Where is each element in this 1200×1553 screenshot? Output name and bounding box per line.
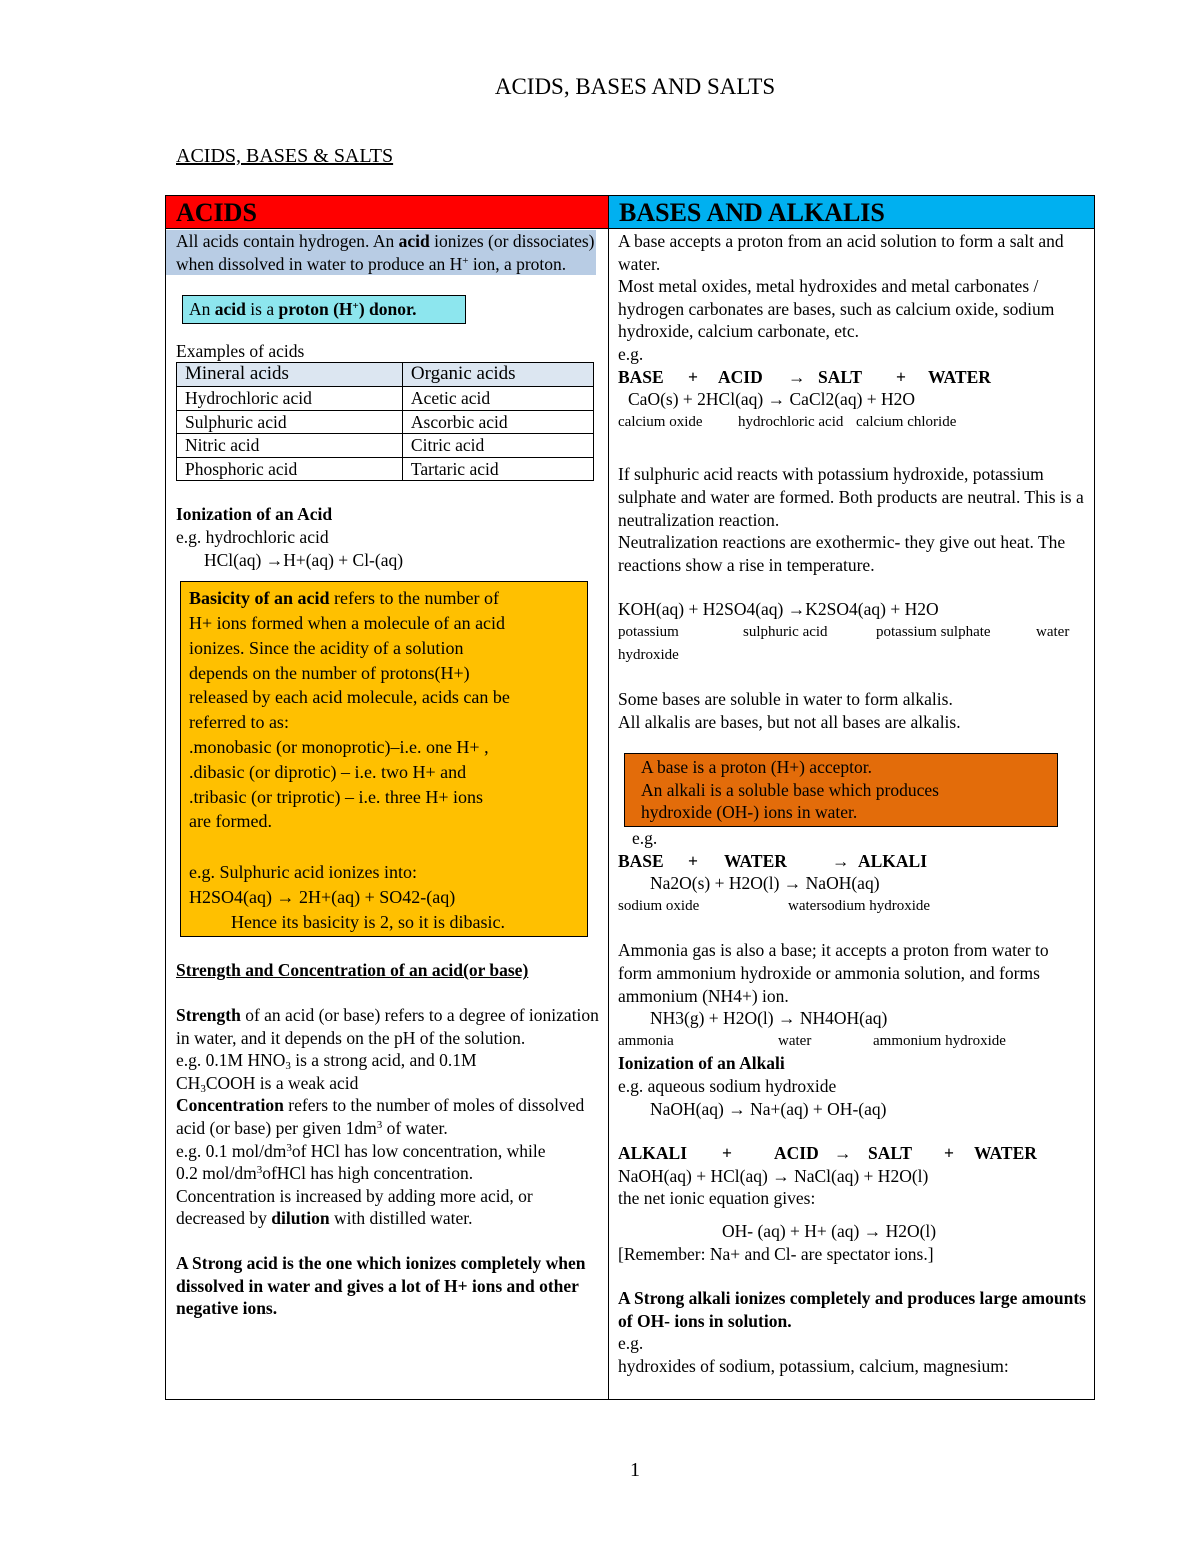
equation-ammonia: NH3(g) + H2O(l) → NH4OH(aq)	[650, 1008, 888, 1029]
table-cell: Nitric acid	[177, 434, 403, 458]
equation-koh-h2so4: KOH(aq) + H2SO4(aq) →K2SO4(aq) + H2O	[618, 599, 939, 620]
word-equation-base-water: BASE + WATER → ALKALI	[618, 850, 928, 871]
acid-examples-table	[176, 362, 594, 481]
strong-alkali-definition: A Strong alkali ionizes completely and produces large amounts of OH- ions in solution.	[618, 1288, 1086, 1331]
table-cell: Sulphuric acid	[177, 410, 403, 434]
concentration-definition: Concentration refers to the number of moles of dissolved acid (or base) per given $1dm^3$ of water.	[176, 1095, 585, 1139]
neutralization-text: If sulphuric acid reacts with potassium hydroxide, potassium sulphate and water are formed. Both products are neutral. This is a neutralization reaction.	[618, 464, 1084, 530]
ammonia-text: Ammonia gas is also a base; it accepts a proton from water to form ammonium hydroxide or ammonia solution, and forms ammonium (NH4+) ion.	[618, 940, 1049, 1006]
notes-table	[165, 195, 1095, 1400]
acids-intro: All acids contain hydrogen. An acid ionizes (or dissociates) when dissolved in water to produce an H+ ion, a proton.	[166, 230, 596, 275]
equation-cao-hcl: CaO(s) + 2HCl(aq) → CaCl2(aq) + H2O	[628, 389, 916, 410]
equation-names: calcium oxide hydrochloric acid calcium chloride	[618, 413, 957, 430]
page-number: 1	[630, 1459, 640, 1481]
table-cell: Tartaric acid	[402, 457, 593, 481]
net-ionic-label: the net ionic equation gives:	[618, 1188, 816, 1209]
strong-alkali-examples: hydroxides of sodium, potassium, calcium, magnesium:	[618, 1355, 1009, 1376]
spectator-ions-note: [Remember: Na+ and Cl- are spectator ions.]	[618, 1243, 934, 1264]
table-row	[177, 457, 594, 481]
table-cell: Phosphoric acid	[177, 457, 403, 481]
acids-header: ACIDS	[166, 196, 608, 229]
equation-naoh-ionization: NaOH(aq) → Na+(aq) + OH-(aq)	[650, 1098, 887, 1119]
strength-heading: Strength and Concentration of an acid(or base)	[176, 960, 529, 981]
table-row	[177, 386, 594, 410]
soluble-bases-text: Some bases are soluble in water to form alkalis.	[618, 689, 953, 710]
bases-column	[618, 230, 1086, 1378]
acid-ionization-heading: Ionization of an Acid	[176, 504, 333, 525]
base-alkali-definition-box: A base is a proton (H+) acceptor. An alkali is a soluble base which produces hydroxide (OH-) ions in water.	[624, 753, 1058, 827]
acid-ionization-equation: HCl(aq) →H+(aq) + Cl-(aq)	[204, 549, 404, 570]
alkali-ionization-heading: Ionization of an Alkali	[618, 1053, 785, 1074]
table-header-cell: Organic acids	[402, 363, 593, 387]
alkalis-bases-text: All alkalis are bases, but not all bases are alkalis.	[618, 711, 961, 732]
equation-naoh-hcl: NaOH(aq) + HCl(aq) → NaCl(aq) + H2O(l)	[618, 1165, 929, 1186]
equation-names: ammonia water ammonium hydroxide	[618, 1032, 1006, 1049]
equation-net-ionic: OH- (aq) + H+ (aq) → H2O(l)	[722, 1220, 937, 1241]
examples-label: Examples of acids	[176, 340, 305, 361]
bases-header: BASES AND ALKALIS	[609, 196, 1094, 229]
equation-names: potassium hydroxide sulphuric acid potassium sulphate water	[618, 623, 1070, 663]
equation-na2o-water: Na2O(s) + H2O(l) → NaOH(aq)	[650, 873, 880, 894]
acids-column	[176, 230, 600, 1320]
table-cell: Ascorbic acid	[402, 410, 593, 434]
eg-label: e.g.	[618, 343, 644, 364]
equation-names: sodium oxide water sodium hydroxide	[618, 897, 931, 914]
strong-acid-definition: A Strong acid is the one which ionizes completely when dissolved in water and gives a lot of H+ ions and other negative ions.	[176, 1253, 586, 1319]
exothermic-text: Neutralization reactions are exothermic- they give out heat. The reactions show a rise in temperature.	[618, 532, 1066, 575]
page-title: ACIDS, BASES AND SALTS	[494, 74, 776, 99]
section-subtitle: ACIDS, BASES & SALTS	[176, 145, 394, 167]
basicity-box: Basicity of an acid refers to the number of H+ ions formed when a molecule of an acid ionizes. Since the acidity of a solution depends on the number of protons(H+) released by each acid molecule, acids can be referred to as: .monobasic (or monoprotic)–i.e. one H+ , .dibasic (or diprotic) – i.e. two H+ and .tribasic (or triprotic) – i.e. three H+ ions are formed. e.g. Sulphuric acid ionizes into: H2SO4(aq) → 2H+(aq) + SO42-(aq) Hence its basicity is 2, so it is dibasic.	[180, 581, 588, 937]
eg-label: e.g.	[618, 1333, 644, 1354]
strength-example: e.g. 0.1M $HNO_3$ is a strong acid, and 0.1M $CH_3COOH$ is a weak acid	[176, 1050, 477, 1095]
base-definition: A base accepts a proton from an acid solution to form a salt and water.	[618, 231, 1064, 274]
column-divider	[608, 196, 609, 1399]
bases-examples-text: Most metal oxides, metal hydroxides and metal carbonates / hydrogen carbonates are bases, such as calcium oxide, sodium hydroxide, calcium carbonate, etc.	[618, 276, 1055, 342]
table-header-cell: Mineral acids	[177, 363, 403, 387]
acid-definition-box: An acid is a proton (H+) donor.	[182, 295, 466, 324]
alkali-ionization-example: e.g. aqueous sodium hydroxide	[618, 1076, 837, 1096]
table-cell: Citric acid	[402, 434, 593, 458]
acid-ionization-example: e.g. hydrochloric acid	[176, 526, 329, 547]
table-row	[177, 410, 594, 434]
table-row	[177, 434, 594, 458]
table-header-row	[177, 363, 594, 387]
table-cell: Hydrochloric acid	[177, 386, 403, 410]
table-cell: Acetic acid	[402, 386, 593, 410]
strength-definition: Strength of an acid (or base) refers to a degree of ionization in water, and it depends on the pH of the solution.	[176, 1005, 599, 1048]
concentration-example: e.g. 0.1 mol/$dm^3of$ HCl has low concentration, while 0.2 mol/$dm^3ofHCl$ has high concentration.	[176, 1140, 546, 1184]
concentration-dilution: Concentration is increased by adding more acid, or decreased by dilution with distilled water.	[176, 1185, 533, 1229]
word-equation-base-acid: BASE + ACID → SALT + WATER	[618, 366, 991, 387]
eg-label: e.g.	[632, 828, 658, 849]
word-equation-alkali-acid: ALKALI + ACID → SALT + WATER	[618, 1143, 1037, 1164]
